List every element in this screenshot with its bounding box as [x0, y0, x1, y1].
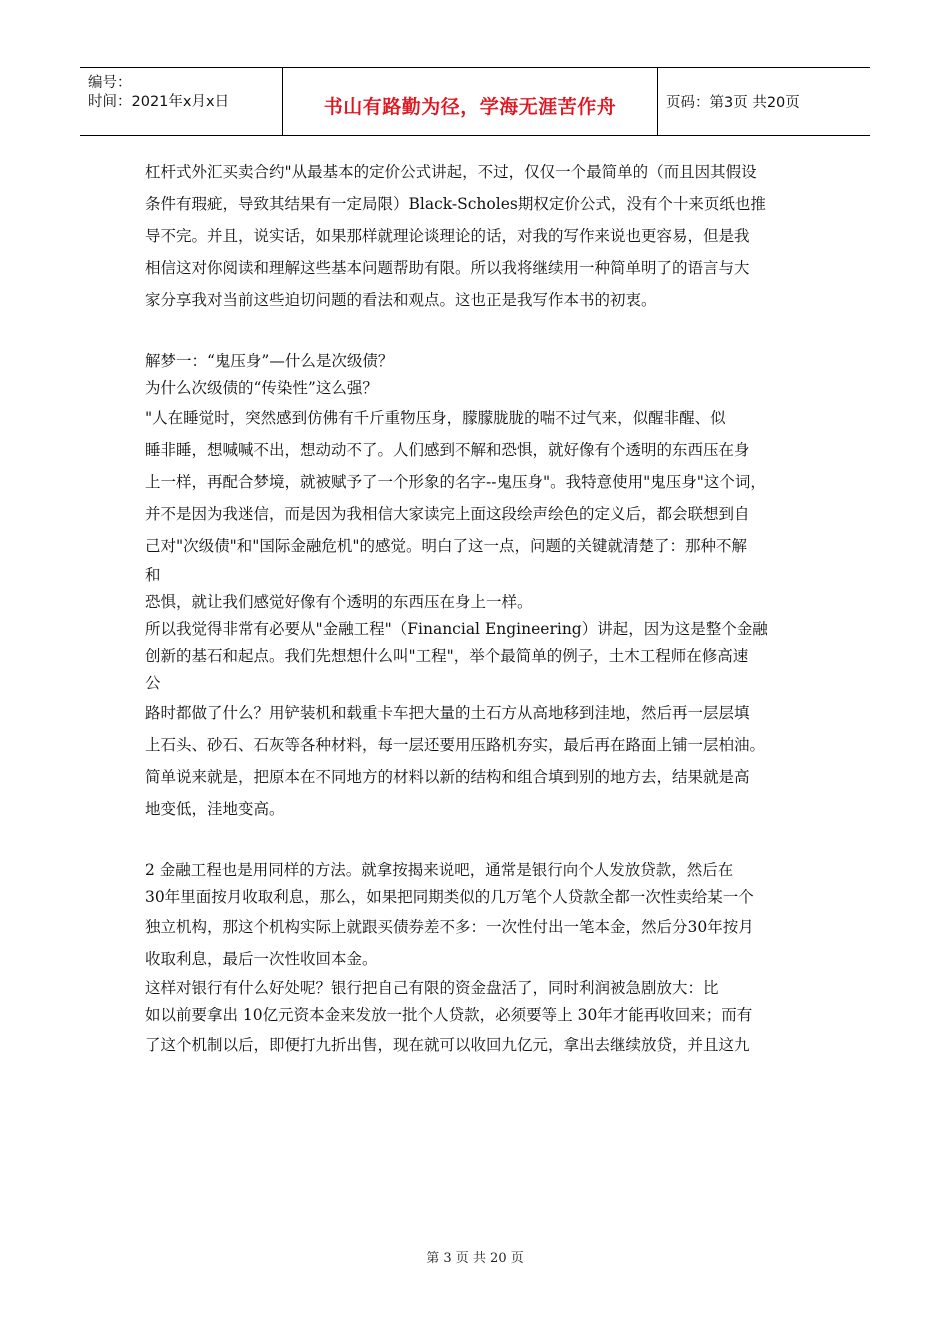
body-line: 独立机构，那这个机构实际上就跟买债券差不多：一次性付出一笔本金，然后分30年按月: [145, 918, 754, 936]
body-line: 并不是因为我迷信，而是因为我相信大家读完上面这段绘声绘色的定义后，都会联想到自: [145, 505, 750, 523]
body-line: 恐惧，就让我们感觉好像有个透明的东西压在身上一样。: [145, 593, 533, 611]
body-line: 收取利息，最后一次性收回本金。: [145, 950, 378, 968]
body-line: 解梦一：“鬼压身”—什么是次级债？: [145, 352, 394, 370]
body-line: "人在睡觉时，突然感到仿佛有千斤重物压身，朦朦胧胧的喘不过气来，似醒非醒、似: [145, 409, 726, 427]
body-line: 所以我觉得非常有必要从"金融工程"（Financial Engineering）讲起，因为这是整个金融: [145, 620, 768, 638]
document-header: [80, 67, 870, 136]
header-page-cell: [658, 68, 870, 135]
document-date-label: 时间：2021年x月x日: [88, 94, 230, 110]
body-line: 为什么次级债的“传染性”这么强？: [145, 379, 378, 397]
body-line: 和: [145, 566, 161, 584]
body-line: 上石头、砂石、石灰等各种材料，每一层还要用压路机夯实，最后再在路面上铺一层柏油。: [145, 736, 766, 754]
body-line: 创新的基石和起点。我们先想想什么叫"工程"，举个最简单的例子，土木工程师在修高速: [145, 647, 749, 665]
body-line: 简单说来就是，把原本在不同地方的材料以新的结构和组合填到别的地方去，结果就是高: [145, 768, 750, 786]
page-footer: 第 3 页 共 20 页: [426, 1251, 524, 1266]
body-line: 己对"次级债"和"国际金融危机"的感觉。明白了这一点，问题的关键就清楚了：那种不解: [145, 537, 748, 555]
body-line: 导不完。并且，说实话，如果那样就理论谈理论的话，对我的写作来说也更容易，但是我: [145, 227, 750, 245]
body-line: 睡非睡，想喊喊不出，想动动不了。人们感到不解和恐惧，就好像有个透明的东西压在身: [145, 441, 750, 459]
body-line: 如以前要拿出 10亿元资本金来发放一批个人贷款，必须要等上 30年才能再收回来；而有: [145, 1006, 753, 1024]
header-motto: 书山有路勤为径，学海无涯苦作舟: [323, 96, 617, 118]
body-line: 条件有瑕疵，导致其结果有一定局限）Black-Scholes期权定价公式，没有个十来页纸也推: [145, 195, 766, 213]
body-line: 相信这对你阅读和理解这些基本问题帮助有限。所以我将继续用一种简单明了的语言与大: [145, 259, 750, 277]
body-line: 地变低，洼地变高。: [145, 800, 285, 818]
body-line: 公: [145, 674, 161, 692]
body-line: 上一样，再配合梦境，就被赋予了一个形象的名字--鬼压身"。我特意使用"鬼压身"这个词，: [145, 473, 766, 491]
document-body: [145, 156, 810, 1061]
body-line: 30年里面按月收取利息，那么，如果把同期类似的几万笔个人贷款全都一次性卖给某一个: [145, 888, 754, 906]
body-line: 杠杆式外汇买卖合约"从最基本的定价公式讲起，不过，仅仅一个最简单的（而且因其假设: [145, 163, 757, 181]
header-motto-cell: [282, 68, 658, 135]
body-line: 了这个机制以后，即便打九折出售，现在就可以收回九亿元，拿出去继续放贷，并且这九: [145, 1036, 750, 1054]
body-line: 2 金融工程也是用同样的方法。就拿按揭来说吧，通常是银行向个人发放贷款，然后在: [145, 861, 734, 879]
blank-line: [145, 825, 810, 857]
body-line: 路时都做了什么？用铲装机和载重卡车把大量的土石方从高地移到洼地，然后再一层层填: [145, 704, 750, 722]
body-line: 这样对银行有什么好处呢？银行把自己有限的资金盘活了，同时利润被急剧放大：比: [145, 979, 719, 997]
blank-line: [145, 316, 810, 348]
header-page-info: 页码：第3页 共20页: [666, 95, 800, 111]
header-meta: [80, 68, 282, 135]
body-line: 家分享我对当前这些迫切问题的看法和观点。这也正是我写作本书的初衷。: [145, 291, 657, 309]
document-number-label: 编号：: [88, 75, 132, 91]
